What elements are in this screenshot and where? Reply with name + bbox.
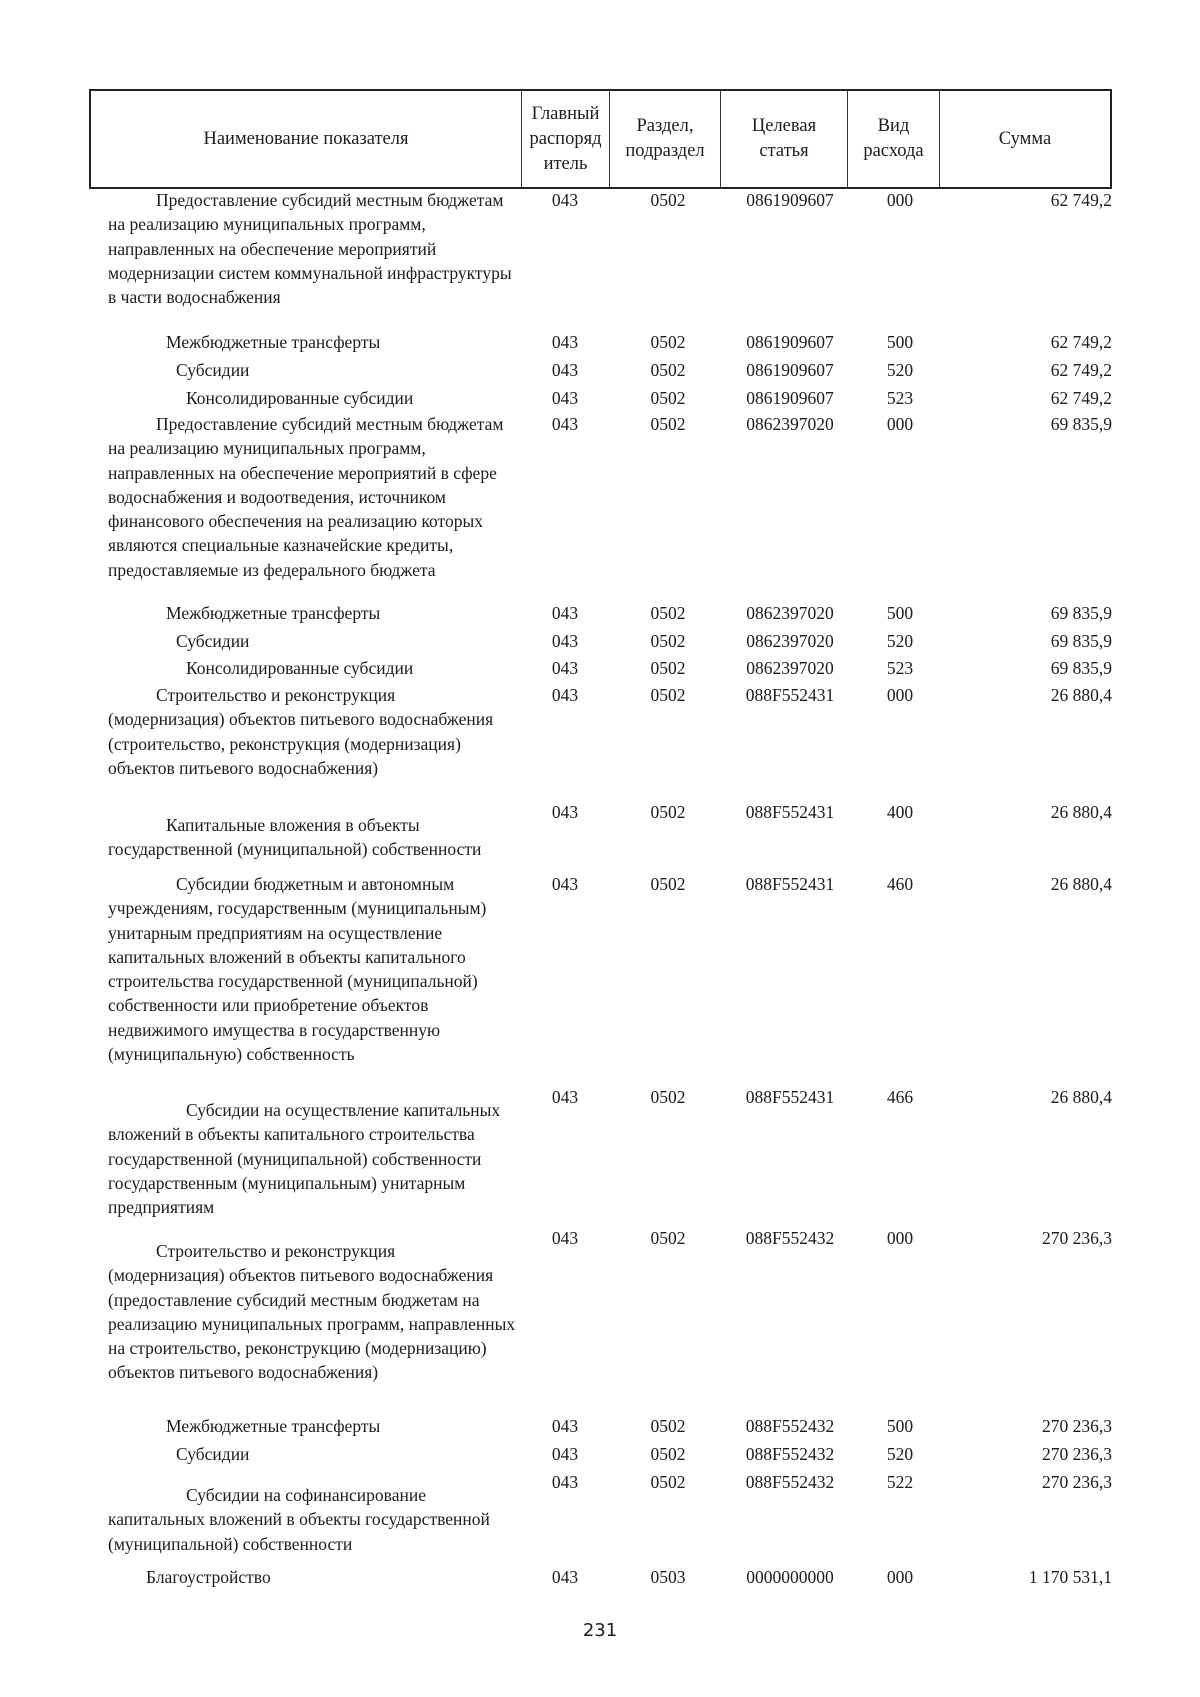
row-vid: 000 bbox=[886, 685, 914, 705]
row-vid: 500 bbox=[886, 332, 914, 352]
row-razdel: 0502 bbox=[650, 1444, 686, 1464]
header-summa: Сумма bbox=[998, 128, 1052, 149]
row-celevaya: 088F552431 bbox=[745, 874, 835, 894]
row-vid: 000 bbox=[886, 190, 914, 210]
page-number: 231 bbox=[582, 1620, 618, 1641]
row-gr: 043 bbox=[551, 1228, 579, 1248]
row-vid: 500 bbox=[886, 603, 914, 623]
row-sum: 1 170 531,1 bbox=[1028, 1567, 1112, 1587]
row-name: Строительство и реконструкция (модернизация) объектов питьевого водоснабжения (предоставление субсидий местным бюджетам на реализацию муниципальных программ, направленных на строительство, реконструкцию (модернизацию) объектов питьевого водоснабжения) bbox=[108, 1241, 516, 1383]
row-sum: 26 880,4 bbox=[1050, 802, 1112, 822]
row-vid: 522 bbox=[886, 1472, 914, 1492]
row-gr: 043 bbox=[551, 1416, 579, 1436]
row-razdel: 0503 bbox=[650, 1567, 686, 1587]
row-sum: 62 749,2 bbox=[1050, 388, 1112, 408]
row-celevaya: 0861909607 bbox=[746, 360, 834, 380]
row-name: Субсидии bbox=[176, 360, 250, 380]
table-header bbox=[89, 89, 1112, 189]
row-celevaya: 0861909607 bbox=[746, 332, 834, 352]
row-razdel: 0502 bbox=[650, 1472, 686, 1492]
row-gr: 043 bbox=[551, 631, 579, 651]
row-razdel: 0502 bbox=[650, 685, 686, 705]
row-vid: 000 bbox=[886, 1228, 914, 1248]
row-sum: 69 835,9 bbox=[1050, 603, 1112, 623]
row-sum: 69 835,9 bbox=[1050, 658, 1112, 678]
row-vid: 000 bbox=[886, 1567, 914, 1587]
row-vid: 400 bbox=[886, 802, 914, 822]
row-razdel: 0502 bbox=[650, 1228, 686, 1248]
row-name: Благоустройство bbox=[146, 1567, 271, 1587]
row-razdel: 0502 bbox=[650, 414, 686, 434]
row-vid: 460 bbox=[886, 874, 914, 894]
row-gr: 043 bbox=[551, 685, 579, 705]
row-razdel: 0502 bbox=[650, 1416, 686, 1436]
row-sum: 69 835,9 bbox=[1050, 414, 1112, 434]
header-name: Наименование показателя bbox=[91, 91, 522, 187]
row-name: Консолидированные субсидии bbox=[186, 658, 414, 678]
row-gr: 043 bbox=[551, 1567, 579, 1587]
row-name: Субсидии на софинансирование капитальных вложений в объекты государственной (муниципальной) собственности bbox=[108, 1485, 490, 1554]
row-razdel: 0502 bbox=[650, 658, 686, 678]
row-gr: 043 bbox=[551, 1472, 579, 1492]
row-name: Межбюджетные трансферты bbox=[166, 332, 381, 352]
row-celevaya: 088F552431 bbox=[745, 685, 835, 705]
row-celevaya: 088F552432 bbox=[745, 1416, 835, 1436]
row-sum: 69 835,9 bbox=[1050, 631, 1112, 651]
row-celevaya: 088F552432 bbox=[745, 1472, 835, 1492]
row-celevaya: 0862397020 bbox=[746, 414, 834, 434]
row-sum: 26 880,4 bbox=[1050, 874, 1112, 894]
row-gr: 043 bbox=[551, 1444, 579, 1464]
row-name: Капитальные вложения в объекты государственной (муниципальной) собственности bbox=[108, 815, 482, 860]
row-razdel: 0502 bbox=[650, 874, 686, 894]
row-name: Межбюджетные трансферты bbox=[166, 1416, 381, 1436]
row-razdel: 0502 bbox=[650, 388, 686, 408]
header-celevaya: Целевая статья bbox=[721, 91, 848, 187]
row-gr: 043 bbox=[551, 603, 579, 623]
row-vid: 520 bbox=[886, 631, 914, 651]
row-celevaya: 0862397020 bbox=[746, 631, 834, 651]
row-sum: 270 236,3 bbox=[1042, 1444, 1112, 1464]
row-razdel: 0502 bbox=[650, 631, 686, 651]
row-vid: 523 bbox=[886, 388, 914, 408]
row-vid: 000 bbox=[886, 414, 914, 434]
row-sum: 26 880,4 bbox=[1050, 685, 1112, 705]
row-sum: 270 236,3 bbox=[1042, 1228, 1112, 1248]
row-celevaya: 0000000000 bbox=[746, 1567, 834, 1587]
row-sum: 62 749,2 bbox=[1050, 360, 1112, 380]
header-razdel: Раздел, подраздел bbox=[610, 91, 721, 187]
row-gr: 043 bbox=[551, 874, 579, 894]
row-vid: 500 bbox=[886, 1416, 914, 1436]
row-razdel: 0502 bbox=[650, 603, 686, 623]
row-name: Предоставление субсидий местным бюджетам на реализацию муниципальных программ, направленных на обеспечение мероприятий в сфере водоснабжения и водоотведения, источником финансового обеспечения на реализацию которых являются специальные казначейские кредиты, предоставляемые из федерального бюджета bbox=[108, 414, 504, 580]
row-celevaya: 0862397020 bbox=[746, 658, 834, 678]
row-name: Субсидии на осуществление капитальных вложений в объекты капитального строительства государственной (муниципальной) собственности государственным (муниципальным) унитарным предприятиям bbox=[108, 1100, 501, 1218]
row-gr: 043 bbox=[551, 332, 579, 352]
row-name: Строительство и реконструкция (модернизация) объектов питьевого водоснабжения (строительство, реконструкция (модернизация) объектов питьевого водоснабжения) bbox=[108, 685, 494, 778]
row-gr: 043 bbox=[551, 802, 579, 822]
row-name: Предоставление субсидий местным бюджетам на реализацию муниципальных программ, направленных на обеспечение мероприятий модернизации систем коммунальной инфраструктуры в части водоснабжения bbox=[108, 190, 512, 308]
row-vid: 466 bbox=[886, 1087, 914, 1107]
row-vid: 523 bbox=[886, 658, 914, 678]
row-gr: 043 bbox=[551, 388, 579, 408]
row-razdel: 0502 bbox=[650, 802, 686, 822]
header-glavny: Главный распоряд итель bbox=[522, 91, 610, 187]
header-vid: Вид расхода bbox=[848, 91, 940, 187]
row-name: Субсидии бюджетным и автономным учреждениям, государственным (муниципальным) унитарным предприятиям на осуществление капитальных вложений в объекты капитального строительства государственной (муниципальной) собственности или приобретение объектов недвижимого имущества в государственную (муниципальную) собственность bbox=[108, 874, 487, 1065]
row-celevaya: 088F552432 bbox=[745, 1228, 835, 1248]
row-razdel: 0502 bbox=[650, 190, 686, 210]
row-razdel: 0502 bbox=[650, 1087, 686, 1107]
row-celevaya: 088F552431 bbox=[745, 1087, 835, 1107]
row-name: Консолидированные субсидии bbox=[186, 388, 414, 408]
row-sum: 26 880,4 bbox=[1050, 1087, 1112, 1107]
row-celevaya: 088F552431 bbox=[745, 802, 835, 822]
row-sum: 62 749,2 bbox=[1050, 190, 1112, 210]
row-name: Субсидии bbox=[176, 1444, 250, 1464]
row-gr: 043 bbox=[551, 360, 579, 380]
row-celevaya: 0861909607 bbox=[746, 190, 834, 210]
row-gr: 043 bbox=[551, 414, 579, 434]
row-razdel: 0502 bbox=[650, 360, 686, 380]
row-celevaya: 0862397020 bbox=[746, 603, 834, 623]
row-name: Субсидии bbox=[176, 631, 250, 651]
row-sum: 270 236,3 bbox=[1042, 1472, 1112, 1492]
row-razdel: 0502 bbox=[650, 332, 686, 352]
row-gr: 043 bbox=[551, 658, 579, 678]
row-sum: 270 236,3 bbox=[1042, 1416, 1112, 1436]
row-vid: 520 bbox=[886, 1444, 914, 1464]
row-celevaya: 0861909607 bbox=[746, 388, 834, 408]
row-vid: 520 bbox=[886, 360, 914, 380]
row-gr: 043 bbox=[551, 1087, 579, 1107]
row-gr: 043 bbox=[551, 190, 579, 210]
row-name: Межбюджетные трансферты bbox=[166, 603, 381, 623]
row-celevaya: 088F552432 bbox=[745, 1444, 835, 1464]
row-sum: 62 749,2 bbox=[1050, 332, 1112, 352]
